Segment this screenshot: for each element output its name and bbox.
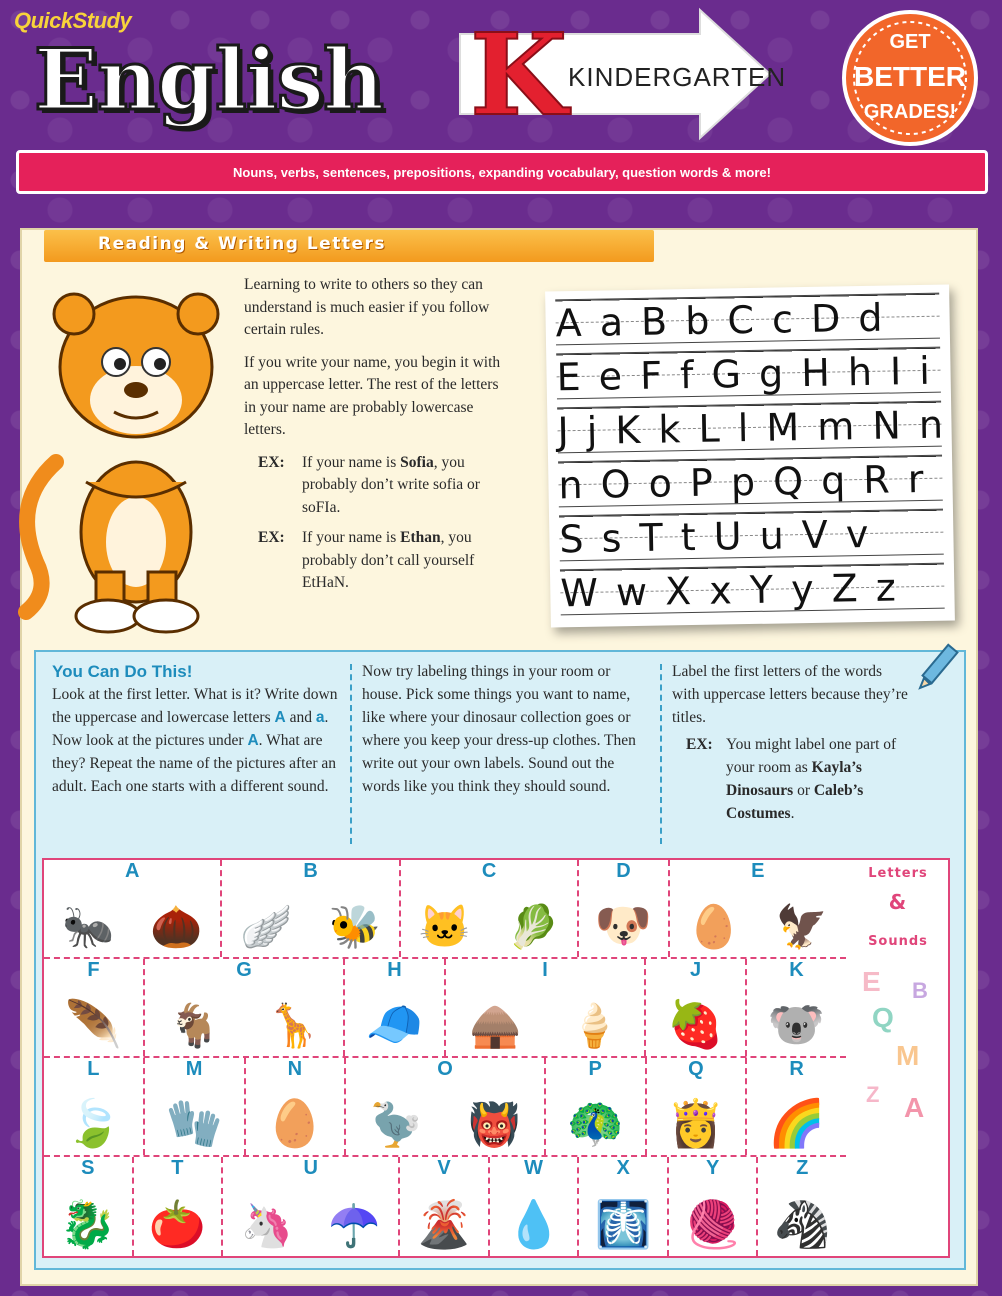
- grid-letter: Q: [688, 1058, 704, 1080]
- picture-icon: 🧢: [365, 999, 424, 1050]
- grid-letter: G: [236, 959, 252, 981]
- example-text: [726, 733, 912, 825]
- grid-letter: E: [751, 860, 765, 882]
- letters-sounds-panel: [846, 858, 950, 1258]
- grid-cell-v: [400, 1157, 490, 1256]
- activity-instructions: [52, 683, 340, 798]
- example-name: Caleb’s Costumes: [726, 782, 864, 822]
- grid-cell-m: [145, 1058, 246, 1155]
- grid-cell-e: [670, 860, 846, 957]
- picture-icon: 🥚: [266, 1098, 324, 1149]
- floating-letter: A: [904, 1092, 925, 1123]
- example-label: EX:: [258, 453, 285, 471]
- picture-icon: 🐶: [594, 900, 653, 951]
- brand-logo: QuickStudy: [14, 8, 132, 33]
- grid-cell-o: [346, 1058, 546, 1155]
- alphabet-row-text: A a B b C c D d: [555, 295, 886, 346]
- example-row: [686, 733, 912, 825]
- grid-cell-j: [646, 959, 747, 1056]
- letters-sounds-ampersand: &: [888, 890, 908, 914]
- picture-icon: 👹: [468, 1103, 521, 1149]
- alphabet-card: [545, 285, 955, 628]
- picture-icon: 🥬: [507, 905, 560, 951]
- picture-icon: 🦅: [775, 905, 829, 951]
- grid-cell-h: [345, 959, 446, 1056]
- grid-letter: D: [616, 860, 631, 882]
- picture-icon: 🪶: [64, 999, 123, 1050]
- badge-line-1: GET: [889, 31, 931, 53]
- column-divider: [660, 664, 662, 844]
- floating-letter: Q: [872, 1002, 894, 1033]
- grid-letter: U: [303, 1157, 318, 1179]
- intro-paragraph-2: If you write your name, you begin it with an uppercase letter. The rest of the letters in your name are probably lowercase letters.: [244, 353, 501, 438]
- letter-highlight: A: [274, 709, 286, 726]
- alphabet-row-text: W w X x Y y Z z: [559, 565, 900, 616]
- grid-cell-t: [134, 1157, 224, 1256]
- example-text-part: If your name is: [302, 453, 401, 471]
- letters-sounds-subtitle: Sounds: [868, 934, 928, 949]
- grid-letter: A: [124, 860, 140, 882]
- grid-letter: S: [81, 1157, 95, 1179]
- grid-cell-r: [747, 1058, 846, 1155]
- example-name: Sofia: [400, 453, 434, 471]
- grid-letter: Z: [796, 1157, 809, 1179]
- activity-text: Look at the first letter. What is it? Write down the uppercase and lowercase letters: [52, 686, 338, 726]
- example-label: EX:: [686, 736, 713, 753]
- example-name: Ethan: [400, 529, 441, 546]
- activity-text: . What are they? Repeat the name of the pictures after an adult. Each one starts with a different sound.: [52, 732, 337, 795]
- picture-icon: 🌋: [415, 1199, 473, 1250]
- grid-cell-n: [246, 1058, 347, 1155]
- example-row: [258, 452, 514, 520]
- picture-icon: 🪽: [240, 905, 293, 951]
- grid-letter: W: [524, 1157, 544, 1179]
- example-text: [302, 452, 514, 520]
- grid-cell-l: [44, 1058, 145, 1155]
- picture-icon: 🦓: [773, 1199, 831, 1250]
- floating-letter: Z: [866, 1082, 880, 1107]
- grid-letter: H: [387, 959, 402, 981]
- alphabet-row: [556, 347, 941, 400]
- picture-icon: 🥚: [687, 905, 740, 951]
- grid-cell-c: [401, 860, 579, 957]
- grid-letter: N: [287, 1058, 303, 1080]
- grid-row: [44, 860, 846, 959]
- letter-highlight: A: [247, 732, 259, 749]
- grid-cell-d: [579, 860, 669, 957]
- picture-icon: 🐱: [418, 905, 472, 951]
- grid-letter: P: [588, 1058, 602, 1080]
- grid-letter: Y: [706, 1157, 720, 1179]
- picture-icon: 🛖: [469, 1004, 522, 1050]
- example-label: EX:: [258, 529, 285, 546]
- alphabet-row-text: S s T t U u V v: [559, 511, 872, 562]
- alphabet-row: [559, 509, 944, 562]
- grid-letter: T: [171, 1157, 184, 1179]
- example-text-part: .: [790, 805, 795, 822]
- picture-icon: 🦤: [369, 1103, 422, 1149]
- grid-cell-b: [222, 860, 400, 957]
- grid-row: [44, 1157, 846, 1256]
- grid-cell-q: [647, 1058, 748, 1155]
- activity-column-2: Now try labeling things in your room or house. Pick some things you want to name, like where your dinosaur collection goes or where you keep your dress-up clothes. Then write out your own labels. Sound out the words like you think they should sound.: [362, 663, 636, 795]
- better-grades-badge: [832, 4, 988, 154]
- section-title: Reading & Writing Letters: [98, 234, 386, 254]
- picture-icon: 🧤: [165, 1098, 223, 1149]
- example-text: [302, 527, 514, 595]
- example-text-part: or: [793, 782, 814, 799]
- page-title: English: [34, 30, 384, 129]
- alphabet-row: [555, 293, 940, 346]
- example-text-part: You might label one part of your room as: [726, 736, 897, 776]
- picture-icon: 🍃: [64, 1098, 123, 1149]
- picture-icon: 🐉: [59, 1199, 117, 1250]
- letter-picture-grid: [42, 858, 848, 1258]
- picture-icon: 🍓: [666, 999, 725, 1050]
- activity-column-1: [52, 660, 340, 798]
- grid-letter: M: [185, 1058, 203, 1080]
- activity-text: .: [324, 709, 329, 726]
- grid-cell-i: [446, 959, 646, 1056]
- grid-letter: K: [789, 959, 804, 981]
- intro-paragraph-1: Learning to write to others so they can understand is much easier if you follow certain rules.: [244, 276, 490, 338]
- grid-cell-z: [758, 1157, 846, 1256]
- grid-row: [44, 1058, 846, 1157]
- letter-highlight: a: [315, 709, 325, 726]
- grade-letter: K: [470, 10, 568, 141]
- alphabet-row: [560, 563, 945, 616]
- activity-column-3: [672, 660, 912, 833]
- grid-letter: X: [616, 1157, 630, 1179]
- example-text-part: If your name is: [302, 529, 401, 546]
- grid-letter: O: [437, 1058, 453, 1080]
- activity-heading: You Can Do This!: [52, 662, 193, 681]
- picture-icon: 🌈: [767, 1098, 826, 1149]
- example-text-part: , you probably don’t write sofia or soFIa.: [302, 453, 480, 516]
- alphabet-row-text: E e F f G g H h I i: [556, 348, 934, 400]
- example-text-part: , you probably don’t call yourself EtHaN.: [302, 529, 475, 591]
- picture-icon: 🐜: [61, 905, 115, 951]
- grid-cell-a: [44, 860, 222, 957]
- floating-letter: B: [912, 978, 928, 1003]
- alphabet-row: [558, 455, 943, 508]
- pencil-icon: [914, 640, 968, 694]
- picture-icon: 🍅: [148, 1199, 206, 1250]
- grid-cell-y: [669, 1157, 759, 1256]
- grade-label: KINDERGARTEN: [568, 62, 787, 92]
- picture-icon: 🐐: [168, 1004, 221, 1050]
- grid-cell-k: [747, 959, 846, 1056]
- intro-text: [244, 274, 514, 603]
- grid-cell-w: [490, 1157, 580, 1256]
- picture-icon: 🦄: [240, 1204, 294, 1250]
- letters-sounds-title: Letters: [868, 866, 928, 881]
- grid-cell-u: [223, 1157, 400, 1256]
- example-row: [258, 527, 514, 595]
- picture-icon: 🧶: [684, 1199, 742, 1250]
- picture-icon: ☂️: [328, 1204, 381, 1250]
- example-name: Kayla’s Dinosaurs: [726, 759, 862, 799]
- grid-cell-p: [546, 1058, 647, 1155]
- grid-letter: F: [87, 959, 100, 981]
- badge-line-2: BETTER: [854, 61, 966, 92]
- column-divider: [350, 664, 352, 844]
- floating-letter: M: [896, 1040, 920, 1071]
- alphabet-row-text: J j K k L l M m N n: [557, 402, 947, 454]
- grid-letter: V: [437, 1157, 451, 1179]
- grid-row: [44, 959, 846, 1058]
- grid-letter: J: [689, 959, 702, 981]
- grid-letter: R: [789, 1058, 804, 1080]
- picture-icon: 🌰: [150, 905, 203, 951]
- alphabet-row: [557, 401, 947, 454]
- badge-line-3: GRADES!: [863, 101, 957, 123]
- floating-letter: E: [862, 966, 881, 997]
- picture-icon: 🐨: [767, 999, 826, 1050]
- tiger-illustration: [16, 272, 226, 644]
- grid-letter: B: [303, 860, 318, 882]
- alphabet-row-text: n O o P p Q q R r: [558, 456, 927, 508]
- picture-icon: 🩻: [594, 1199, 652, 1250]
- picture-icon: 🐝: [328, 905, 381, 951]
- activity-text: Label the first letters of the words with uppercase letters because they’re titles.: [672, 663, 908, 726]
- grid-cell-f: [44, 959, 145, 1056]
- picture-icon: 🦒: [267, 1004, 320, 1050]
- grid-cell-s: [44, 1157, 134, 1256]
- grid-letter: C: [481, 860, 497, 882]
- picture-icon: 👸: [667, 1098, 725, 1149]
- picture-icon: 💧: [504, 1199, 563, 1250]
- activity-text: Now look at the pictures under: [52, 732, 248, 749]
- picture-icon: 🍦: [568, 1004, 621, 1050]
- grid-letter: L: [87, 1058, 100, 1080]
- picture-icon: 🦚: [566, 1098, 624, 1149]
- grid-letter: I: [542, 959, 548, 981]
- activity-text: and: [285, 709, 316, 726]
- subtitle-bar: Nouns, verbs, sentences, prepositions, expanding vocabulary, question words & more!: [16, 150, 988, 194]
- grid-cell-x: [579, 1157, 669, 1256]
- grid-cell-g: [145, 959, 345, 1056]
